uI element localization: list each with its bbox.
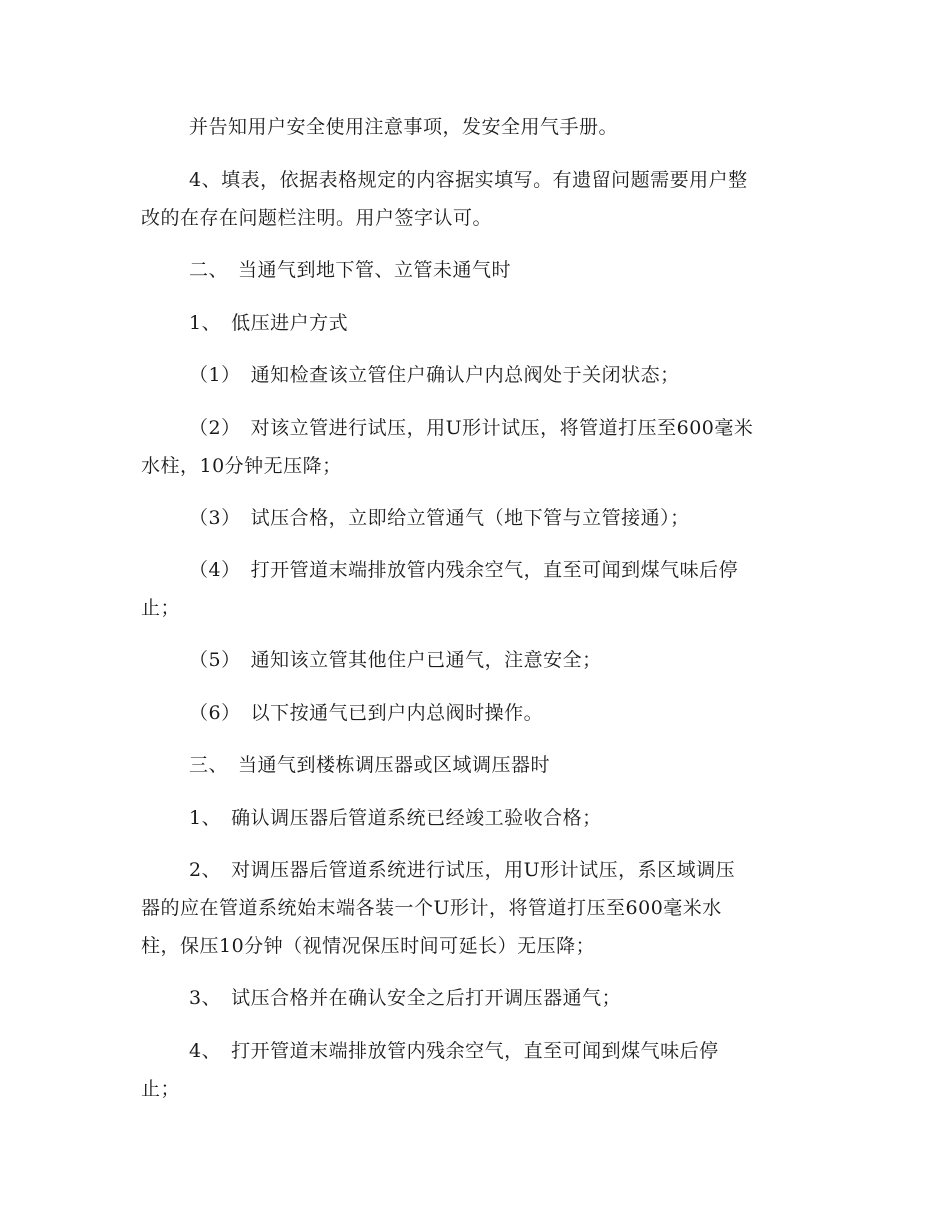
text-line: （5） 通知该立管其他住户已通气，注意安全； (189, 649, 602, 671)
text-line: （4） 打开管道末端排放管内残余空气，直至可闻到煤气味后停 (189, 559, 739, 581)
text-line: 器的应在管道系统始末端各装一个U形计，将管道打压至600毫米水 (141, 897, 722, 919)
text-line: （2） 对该立管进行试压，用U形计试压，将管道打压至600毫米 (189, 417, 754, 439)
text-line: （6） 以下按通气已到户内总阀时操作。 (189, 702, 544, 724)
text-line: 2、 对调压器后管道系统进行试压，用U形计试压，系区域调压 (189, 859, 736, 881)
text-line: 3、 试压合格并在确认安全之后打开调压器通气； (189, 987, 622, 1009)
text-line: 止； (141, 1078, 181, 1100)
text-line: （3） 试压合格，立即给立管通气（地下管与立管接通）； (189, 507, 690, 529)
text-line: 止； (141, 597, 181, 619)
text-line: 柱，保压10分钟（视情况保压时间可延长）无压降； (141, 935, 596, 957)
text-line: 1、 确认调压器后管道系统已经竣工验收合格； (189, 807, 602, 829)
text-line: 4、 打开管道末端排放管内残余空气，直至可闻到煤气味后停 (189, 1040, 719, 1062)
text-line: （1） 通知检查该立管住户确认户内总阀处于关闭状态； (189, 364, 680, 386)
section-heading: 二、 当通气到地下管、立管未通气时 (189, 259, 512, 281)
text-line: 改的在存在问题栏注明。用户签字认可。 (141, 207, 493, 229)
section-heading: 三、 当通气到楼栋调压器或区域调压器时 (189, 754, 551, 776)
subsection-heading: 1、 低压进户方式 (189, 312, 349, 334)
text-line: 并告知用户安全使用注意事项，发安全用气手册。 (189, 116, 619, 138)
text-line: 4、填表，依据表格规定的内容据实填写。有遗留问题需要用户整 (189, 169, 748, 191)
text-line: 水柱，10分钟无压降； (141, 455, 342, 477)
